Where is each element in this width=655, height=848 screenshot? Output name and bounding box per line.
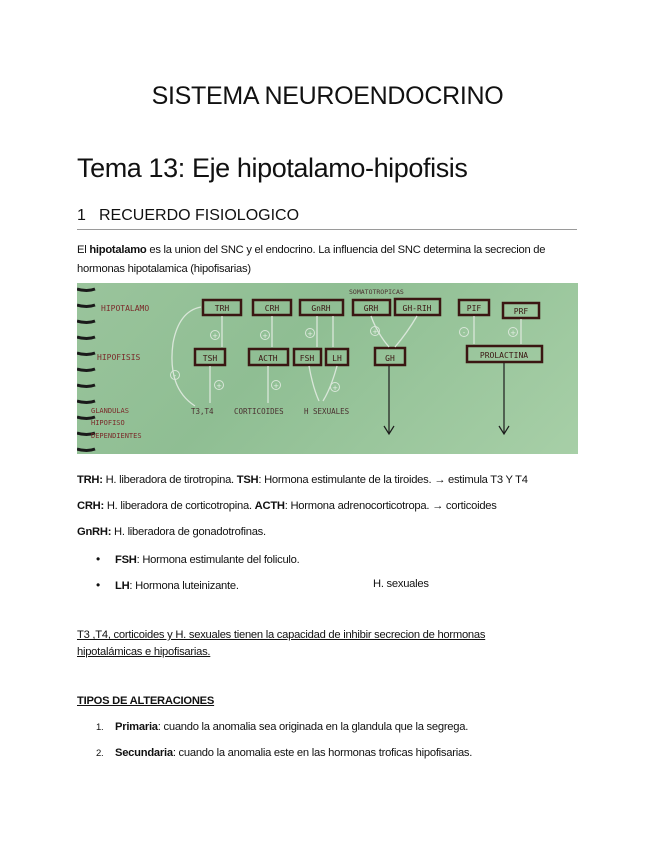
box-lh: LH: [332, 354, 342, 363]
section-heading: [77, 207, 577, 230]
abbr-trh: TRH:: [77, 474, 103, 486]
sign-plus-3: +: [307, 330, 313, 338]
label-hipofisis: HIPOFISIS: [97, 353, 141, 362]
abbr-tsh: TSH: [236, 474, 259, 486]
abbr-acth: ACTH: [254, 500, 285, 512]
label-hipotalamo: HIPOTALAMO: [101, 304, 150, 313]
sign-plus-5: +: [510, 329, 516, 337]
box-ghrih: GH-RIH: [402, 304, 432, 313]
bullet-dot: •: [96, 578, 100, 592]
text-lh: : Hormona luteinizante.: [129, 580, 239, 592]
box-prf: PRF: [513, 307, 529, 316]
box-fsh: FSH: [299, 354, 315, 363]
intro-paragraph: [77, 241, 577, 279]
target-hsexuales: H SEXUALES: [304, 407, 350, 416]
target-corticoides: CORTICOIDES: [234, 407, 284, 416]
sign-plus-1: +: [212, 332, 218, 340]
intro-text-end: es la union del SNC y el endocrino. La influencia del SNC determina la secrecion de hormonas hipotalamica (hipofisarias): [77, 244, 546, 275]
chapter-title: Tema 13: Eje hipotalamo-hipofisis: [77, 153, 468, 183]
section-title: RECUERDO FISIOLOGICO: [99, 207, 300, 224]
sign-plus-8: +: [332, 384, 338, 392]
term-secundaria: Secundaria: [115, 747, 173, 759]
box-gh: GH: [385, 354, 395, 363]
item-number: 1.: [96, 722, 104, 733]
box-prolactina: PROLACTINA: [479, 351, 529, 360]
definition-crh: [77, 500, 497, 512]
alterations-heading: TIPOS DE ALTERACIONES: [77, 695, 215, 707]
label-somatotropicas: SOMATOTROPICAS: [349, 288, 404, 296]
text-trh: H. liberadora de tirotropina.: [102, 474, 237, 486]
alteration-item-primaria: [96, 721, 468, 733]
definition-gnrh: [77, 526, 266, 538]
term-primaria: Primaria: [115, 721, 158, 733]
text-primaria: : cuando la anomalia sea originada en la glandula que la segrega.: [157, 721, 469, 733]
section-number: 1: [77, 207, 86, 224]
list-item-fsh: [96, 552, 300, 566]
text-secundaria: : cuando la anomalia este en las hormonas troficas hipofisarias.: [172, 747, 473, 759]
box-gnrh: GnRH: [311, 304, 331, 313]
label-hipofiso: HIPOFISO: [91, 419, 125, 427]
text-tsh: : Hormona estimulante de la tiroides. → estimula T3 Y T4: [258, 474, 528, 486]
box-tsh: TSH: [202, 354, 218, 363]
abbr-gnrh: GnRH:: [77, 526, 112, 538]
text-fsh: : Hormona estimulante del foliculo.: [136, 554, 300, 566]
hsexuales-label: H. sexuales: [373, 578, 429, 590]
sign-plus-7: +: [273, 382, 279, 390]
intro-text-start: El: [77, 244, 90, 256]
intro-bold-term: hipotalamo: [89, 244, 147, 256]
label-dependientes: DEPENDIENTES: [91, 432, 142, 440]
abbr-lh: LH: [115, 580, 130, 592]
target-t3t4: T3,T4: [191, 407, 214, 416]
bullet-dot: •: [96, 552, 100, 566]
feedback-note: T3 ,T4, corticoides y H. sexuales tienen la capacidad de inhibir secrecion de hormonas hipotalámicas e hipofisarias.: [77, 629, 486, 658]
sign-plus-4: +: [372, 328, 378, 336]
text-crh: H. liberadora de corticotropina.: [103, 500, 255, 512]
abbr-fsh: FSH: [115, 554, 137, 566]
text-gnrh: H. liberadora de gonadotrofinas.: [111, 526, 266, 538]
box-crh: CRH: [264, 304, 280, 313]
box-pif: PIF: [466, 304, 482, 313]
box-trh: TRH: [214, 304, 230, 313]
box-acth: ACTH: [258, 354, 278, 363]
text-acth: : Hormona adrenocorticotropa. → corticoides: [284, 500, 497, 512]
sign-minus-2: -: [173, 372, 177, 380]
label-glandulas: GLANDULAS: [91, 407, 129, 415]
alteration-item-secundaria: [96, 747, 472, 759]
box-grh: GRH: [363, 304, 379, 313]
item-number: 2.: [96, 748, 104, 759]
sign-minus-1: -: [462, 329, 466, 337]
handwritten-diagram-photo: [77, 283, 578, 454]
sign-plus-2: +: [262, 332, 268, 340]
sign-plus-6: +: [216, 382, 222, 390]
list-item-lh: [96, 578, 239, 592]
definition-trh: [77, 474, 528, 486]
page-title: SISTEMA NEUROENDOCRINO: [151, 82, 504, 110]
abbr-crh: CRH:: [77, 500, 104, 512]
